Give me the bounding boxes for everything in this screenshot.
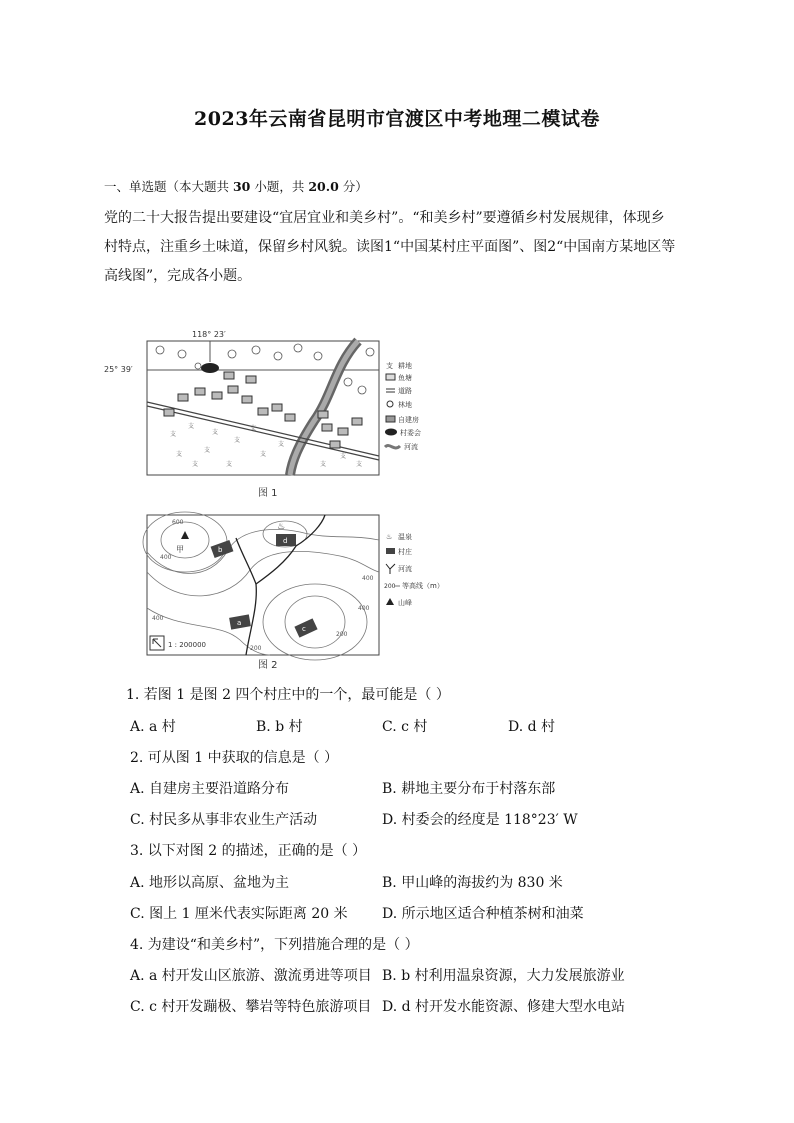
question-1-stem: 1. 若图 1 是图 2 四个村庄中的一个，最可能是（ ） — [126, 687, 450, 703]
figure-2-contour-map — [100, 510, 480, 672]
question-2-stem: 2. 可从图 1 中获取的信息是（ ） — [130, 750, 339, 766]
village-a-label: a — [237, 619, 242, 627]
q1-option-a[interactable]: A. a 村 — [130, 719, 176, 735]
legend-river: 河流 — [398, 565, 412, 573]
q1-option-c[interactable]: C. c 村 — [382, 719, 428, 735]
intro-paragraph — [104, 204, 694, 291]
hot-spring-marker: ♨ — [277, 522, 286, 532]
q2-option-b[interactable]: B. 耕地主要分布于村落东部 — [382, 781, 556, 797]
q4-option-c[interactable]: C. c 村开发蹦极、攀岩等特色旅游项目 — [130, 999, 372, 1015]
q4-option-a[interactable]: A. a 村开发山区旅游、激流勇进等项目 — [130, 968, 372, 984]
svg-text:♨: ♨ — [386, 533, 393, 541]
intro-line: 党的二十大报告提出要建设“宜居宜业和美乡村”。“和美乡村”要遵循乡村发展规律，体现乡 — [104, 210, 665, 226]
svg-text:支: 支 — [340, 453, 347, 460]
section-heading: 一、单选题（本大题共 30 小题，共 20.0 分） — [104, 179, 368, 194]
q2-option-d[interactable]: D. 村委会的经度是 118°23′ W — [382, 812, 578, 828]
svg-text:支: 支 — [250, 425, 257, 432]
peak-marker — [181, 531, 189, 539]
figure-1-village-plan — [100, 326, 480, 506]
q3-option-c[interactable]: C. 图上 1 厘米代表实际距离 20 米 — [130, 906, 348, 922]
legend-forest: 林地 — [398, 401, 412, 409]
legend-fishpond: 鱼塘 — [398, 374, 412, 382]
svg-text:支: 支 — [260, 451, 267, 458]
intro-line: 高线图”，完成各小题。 — [104, 268, 252, 284]
legend-farmland: 耕地 — [398, 362, 412, 370]
svg-text:支: 支 — [212, 429, 219, 436]
q4-option-b[interactable]: B. b 村利用温泉资源，大力发展旅游业 — [382, 968, 625, 984]
village-c-label: c — [302, 625, 306, 633]
legend-peak: 山峰 — [398, 599, 412, 607]
q1-option-b[interactable]: B. b 村 — [256, 719, 303, 735]
svg-text:支: 支 — [356, 461, 363, 468]
svg-text:支: 支 — [278, 441, 285, 448]
svg-text:支: 支 — [188, 423, 195, 430]
svg-text:400: 400 — [362, 575, 374, 582]
map-scale: 1 : 200000 — [168, 641, 206, 649]
village-d-label: d — [283, 537, 288, 545]
svg-text:400: 400 — [160, 554, 172, 561]
svg-text:200: 200 — [384, 583, 396, 590]
legend-road: 道路 — [398, 387, 412, 395]
svg-text:200: 200 — [336, 631, 348, 638]
page-title: 2023年云南省昆明市官渡区中考地理二模试卷 — [194, 108, 600, 130]
village-committee-marker — [201, 363, 219, 373]
longitude-label: 118° 23′ — [192, 330, 226, 339]
question-4-stem: 4. 为建设“和美乡村”，下列措施合理的是（ ） — [130, 937, 419, 953]
q2-option-c[interactable]: C. 村民多从事非农业生产活动 — [130, 812, 318, 828]
svg-text:400: 400 — [358, 605, 370, 612]
svg-text:支: 支 — [320, 461, 327, 468]
legend-river: 河流 — [404, 443, 418, 451]
svg-text:400: 400 — [152, 615, 164, 622]
svg-text:支: 支 — [176, 451, 183, 458]
q3-option-b[interactable]: B. 甲山峰的海拔约为 830 米 — [382, 875, 563, 891]
legend-village-committee: 村委会 — [400, 429, 421, 437]
legend-house: 自建房 — [398, 416, 419, 424]
svg-text:支: 支 — [204, 447, 211, 454]
q3-option-d[interactable]: D. 所示地区适合种植茶树和油菜 — [382, 906, 584, 922]
q1-option-d[interactable]: D. d 村 — [508, 719, 556, 735]
latitude-label: 25° 39′ — [104, 365, 133, 374]
q4-option-d[interactable]: D. d 村开发水能资源、修建大型水电站 — [382, 999, 626, 1015]
legend-contour: 等高线（m） — [402, 582, 444, 590]
figure-1-caption: 图 1 — [258, 488, 278, 499]
svg-text:支: 支 — [386, 362, 393, 370]
figure-2-caption: 图 2 — [258, 660, 278, 671]
legend-village: 村庄 — [398, 548, 412, 556]
question-3-stem: 3. 以下对图 2 的描述，正确的是（ ） — [130, 843, 367, 859]
svg-text:支: 支 — [192, 461, 199, 468]
q3-option-a[interactable]: A. 地形以高原、盆地为主 — [130, 875, 290, 891]
q2-option-a[interactable]: A. 自建房主要沿道路分布 — [130, 781, 290, 797]
legend-hot-spring: 温泉 — [398, 533, 412, 541]
intro-line: 村特点，注重乡土味道，保留乡村风貌。读图1“中国某村庄平面图”、图2“中国南方某地区等 — [104, 239, 676, 255]
svg-text:支: 支 — [170, 431, 177, 438]
svg-text:200: 200 — [250, 645, 262, 652]
village-b-label: b — [218, 546, 223, 554]
peak-label: 甲 — [176, 545, 184, 554]
svg-text:600: 600 — [172, 519, 184, 526]
svg-text:支: 支 — [226, 461, 233, 468]
svg-text:支: 支 — [234, 437, 241, 444]
